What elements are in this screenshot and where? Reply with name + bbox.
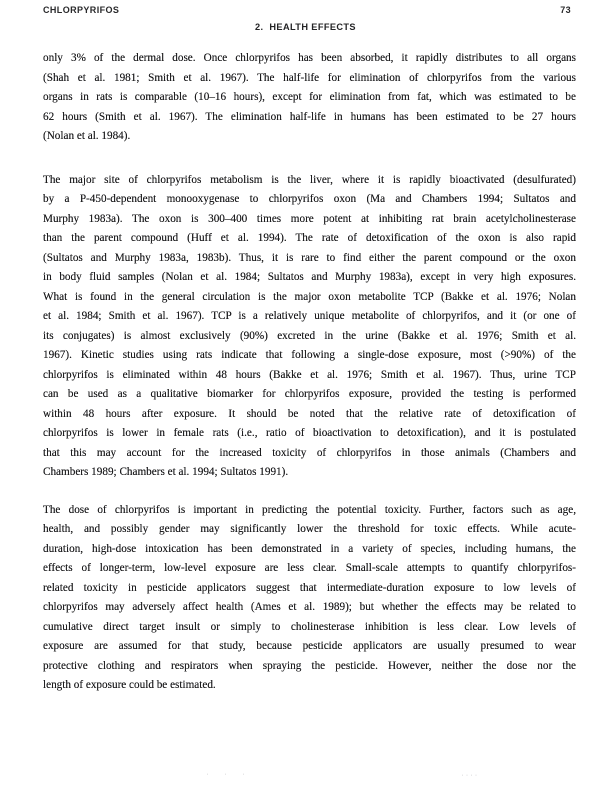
text-line: The major site of chlorpyrifos metabolism is the liver, where it is rapidly bioactivated (desulfurated) xyxy=(43,173,576,186)
text-line: organs in rats is comparable (10–16 hours), except for elimination from fat, which was estimated to be xyxy=(43,91,576,103)
text-line: What is found in the general circulation is the major oxon metabolite TCP (Bakke et al. 1976; Nolan xyxy=(43,290,576,303)
text-line: health, and possibly gender may significantly lower the threshold for toxic effects. While acute- xyxy=(43,523,576,535)
paragraph-dose-toxicity xyxy=(43,501,576,696)
scan-artifact-left: · · · xyxy=(206,772,252,778)
text-line: cumulative direct target insult or simply to cholinesterase inhibition is less clear. Low levels of xyxy=(43,620,576,633)
text-line: exposure are assumed for that study, because pesticide applicators are usually presumed to wear xyxy=(43,640,576,652)
text-line: length of exposure could be estimated. xyxy=(43,679,216,691)
text-line: chlorpyrifos is lower in female rats (i.e., ratio of bioactivation to detoxification), and it is postulated xyxy=(43,427,576,439)
text-line: The dose of chlorpyrifos is important in predicting the potential toxicity. Further, factors such as age, xyxy=(43,503,576,516)
text-line: 62 hours (Smith et al. 1967). The elimination half-life in humans has been estimated to be 27 hours xyxy=(43,110,576,123)
text-line: 1967). Kinetic studies using rats indicate that following a single-dose exposure, most (>90%) of the xyxy=(43,349,576,361)
text-line: within 48 hours after exposure. It should be noted that the relative rate of detoxification of xyxy=(43,407,576,420)
paragraph-metabolism xyxy=(43,171,576,483)
text-line: that this may account for the increased toxicity of chlorpyrifos in those animals (Chambers and xyxy=(43,446,576,459)
text-line: its conjugates) is almost exclusively (90%) excreted in the urine (Bakke et al. 1976; Smith et al. xyxy=(43,329,576,342)
page-number: 73 xyxy=(560,5,571,15)
text-line: Murphy 1983a). The oxon is 300–400 times more potent at inhibiting rat brain acetylcholinesterase xyxy=(43,212,576,225)
running-header xyxy=(43,5,571,15)
paragraph-absorption xyxy=(43,49,576,147)
text-line: et al. 1984; Smith et al. 1967). TCP is a relatively unique metabolite of chlorpyrifos, and it (or one of xyxy=(43,310,576,322)
body-text xyxy=(43,49,576,696)
running-header-title: CHLORPYRIFOS xyxy=(43,5,120,15)
text-line: in body fluid samples (Nolan et al. 1984; Sultatos and Murphy 1983a), except in very high exposures. xyxy=(43,271,576,283)
text-line: chlorpyrifos is eliminated within 48 hours (Bakke et al. 1976; Smith et al. 1967). Thus, urine TCP xyxy=(43,368,576,381)
text-line: by a P-450-dependent monooxygenase to chlorpyrifos oxon (Ma and Chambers 1994; Sultatos and xyxy=(43,193,576,205)
text-line: chlorpyrifos may adversely affect health (Ames et al. 1989); but whether the effects may be related to xyxy=(43,601,576,613)
text-line: (Sultatos and Murphy 1983a, 1983b). Thus, it is rare to find either the parent compound or the oxon xyxy=(43,251,576,264)
section-title: 2. HEALTH EFFECTS xyxy=(255,22,356,32)
text-line: Chambers 1989; Chambers et al. 1994; Sultatos 1991). xyxy=(43,466,289,478)
text-line: only 3% of the dermal dose. Once chlorpyrifos has been absorbed, it rapidly distributes to all organs xyxy=(43,52,576,64)
text-line: protective clothing and respirators when spraying the pesticide. However, neither the dose nor the xyxy=(43,659,576,672)
text-line: (Shah et al. 1981; Smith et al. 1967). The half-life for elimination of chlorpyrifos from the various xyxy=(43,71,576,84)
text-line: than the parent compound (Huff et al. 1994). The rate of detoxification of the oxon is also rapid xyxy=(43,232,576,244)
text-line: related toxicity in pesticide applicators suggest that intermediate-duration exposure to low levels of xyxy=(43,581,576,594)
scan-artifact-right: ···· xyxy=(461,773,480,779)
text-line: effects of longer-term, low-level exposure are less clear. Small-scale attempts to quantify chlorpyrifos- xyxy=(43,562,576,574)
text-line: duration, high-dose intoxication has been demonstrated in a variety of species, including humans, the xyxy=(43,542,576,555)
text-line: (Nolan et al. 1984). xyxy=(43,130,131,142)
text-line: can be used as a qualitative biomarker for chlorpyrifos exposure, provided the testing is performed xyxy=(43,388,576,400)
